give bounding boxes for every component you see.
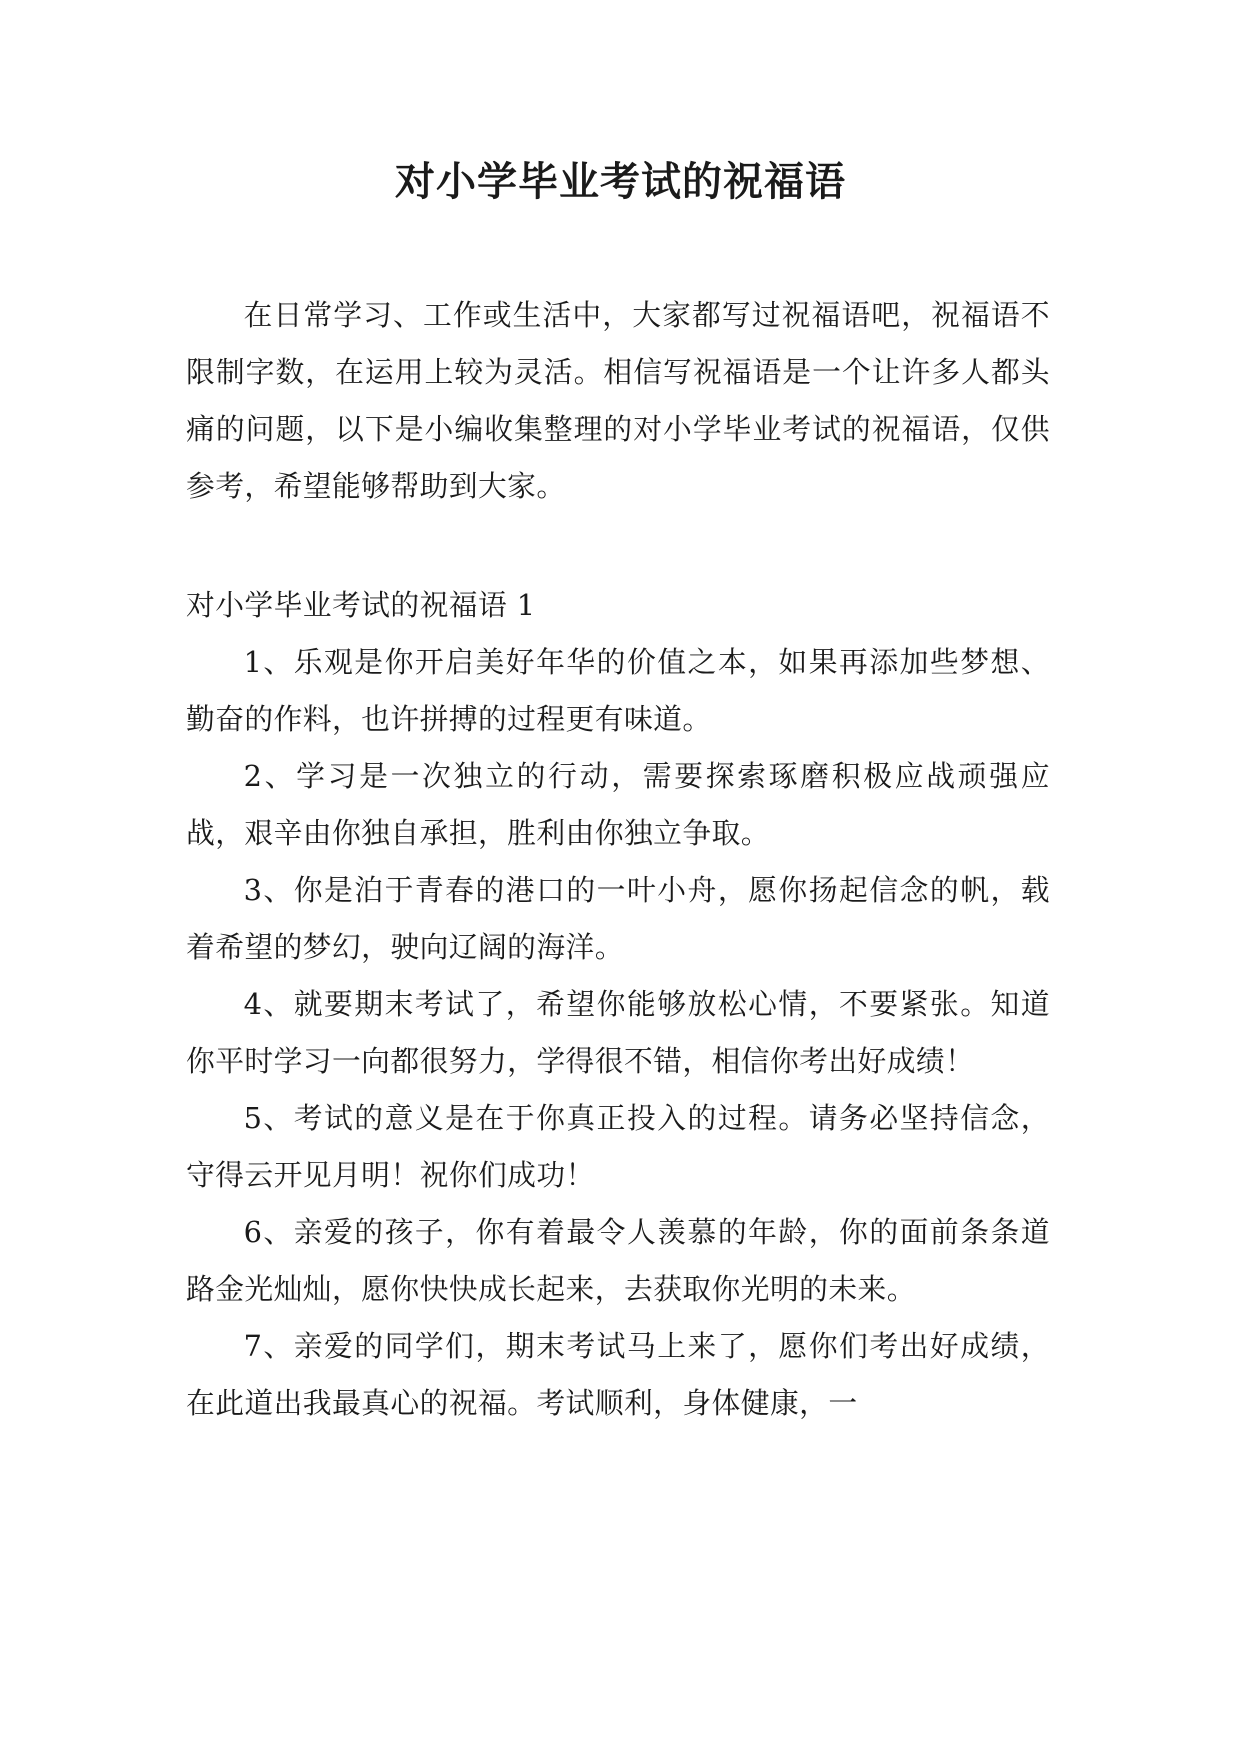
intro-paragraph: 在日常学习、工作或生活中，大家都写过祝福语吧，祝福语不限制字数，在运用上较为灵活。相信写祝福语是一个让许多人都头痛的问题，以下是小编收集整理的对小学毕业考试的祝福语，仅供参考，希望能够帮助到大家。 xyxy=(186,298,1050,503)
blessing-item-1: 1、乐观是你开启美好年华的价值之本，如果再添加些梦想、勤奋的作料，也许拼搏的过程更有味道。 xyxy=(186,645,1050,736)
document-title: 对小学毕业考试的祝福语 xyxy=(395,158,846,205)
blessing-item-2: 2、学习是一次独立的行动，需要探索琢磨积极应战顽强应战，艰辛由你独自承担，胜利由你独立争取。 xyxy=(186,759,1050,850)
blessing-item-4: 4、就要期末考试了，希望你能够放松心情，不要紧张。知道你平时学习一向都很努力，学得很不错，相信你考出好成绩！ xyxy=(186,987,1050,1078)
blessing-list xyxy=(186,634,1050,1432)
blessing-item-5: 5、考试的意义是在于你真正投入的过程。请务必坚持信念，守得云开见月明！祝你们成功！ xyxy=(186,1101,1050,1192)
blessing-item-3: 3、你是泊于青春的港口的一叶小舟，愿你扬起信念的帆，载着希望的梦幻，驶向辽阔的海洋。 xyxy=(186,873,1050,964)
blessing-item-6: 6、亲爱的孩子，你有着最令人羡慕的年龄，你的面前条条道路金光灿灿，愿你快快成长起来，去获取你光明的未来。 xyxy=(186,1215,1050,1306)
section-heading: 对小学毕业考试的祝福语 1 xyxy=(186,588,536,622)
blessing-item-7: 7、亲爱的同学们，期末考试马上来了，愿你们考出好成绩，在此道出我最真心的祝福。考试顺利，身体健康，一 xyxy=(186,1329,1050,1420)
